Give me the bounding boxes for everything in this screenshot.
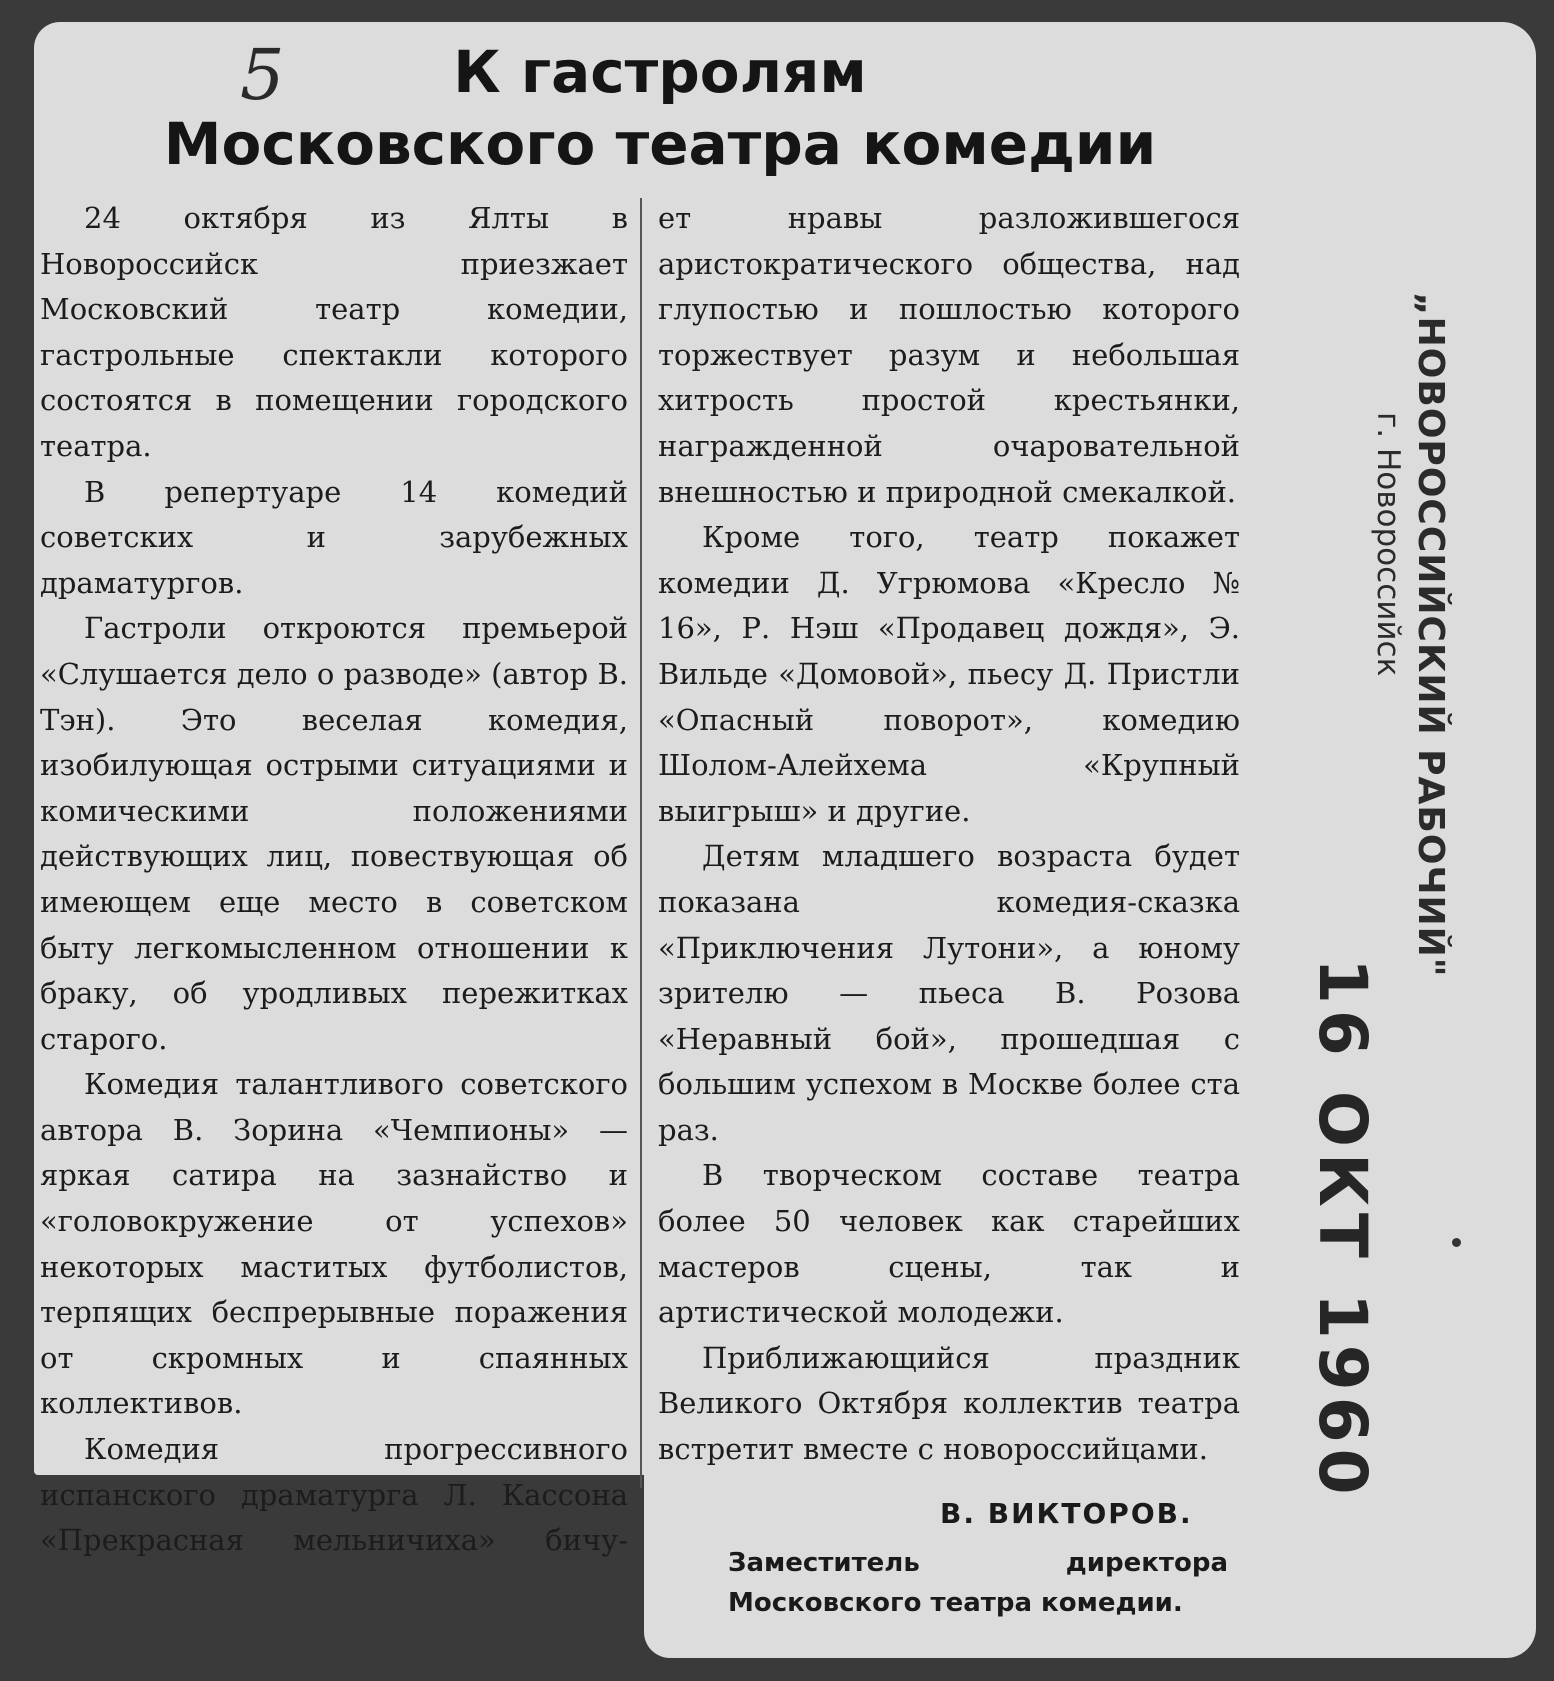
article-headline: [110, 36, 1210, 180]
paragraph: В репертуаре 14 комедий советских и зарубежных драматургов.: [40, 474, 628, 600]
left-column: [40, 196, 628, 1564]
paragraph: Приближающийся праздник Великого Октября коллектив театра встретит вместе с новороссийцами.: [658, 1340, 1240, 1467]
paragraph-continuation: ет нравы разложившегося аристократического общества, над глупостью и пошлостью которого торжествует разум и небольшая хитрость простой крестьянки, награжденной очаровательной внешностью и природной смекалкой.: [658, 201, 1240, 509]
handwritten-mark: 5: [240, 34, 285, 116]
right-column: [658, 196, 1240, 1473]
newspaper-stamp: „НОВОРОССИЙСКИЙ РАБОЧИЙ": [1410, 292, 1451, 978]
headline-line-1: К гастролям: [453, 38, 867, 106]
paragraph: Детям младшего возраста будет показана комедия-сказка «Приключения Лутони», а юному зрителю — пьеса В. Розова «Неравный бой», прошедшая с большим успехом в Москве более ста раз.: [658, 839, 1240, 1147]
author-name: В. ВИКТОРОВ.: [940, 1497, 1193, 1530]
column-divider: [640, 198, 642, 1488]
author-title: Заместитель директора Московского театра комедии.: [728, 1548, 1228, 1618]
paragraph: Комедия прогрессивного испанского драматурга Л. Кассона «Прекрасная мельничиха» бичу-: [40, 1432, 628, 1558]
date-stamp: 16 ОКТ 1960: [1304, 958, 1381, 1501]
ink-dot: [1452, 1238, 1461, 1247]
paragraph: В творческом составе театра более 50 человек как старейших мастеров сцены, так и артистической молодежи.: [658, 1158, 1240, 1330]
paragraph: Гастроли откроются премьерой «Слушается дело о разводе» (автор В. Тэн). Это веселая комедия, изобилующая острыми ситуациями и комическими положениями действующих лиц, повествующая об имеющем еще место в советском быту легкомысленном отношении к браку, об уродливых пережитках старого.: [40, 611, 628, 1056]
headline-line-2: Московского театра комедии: [163, 110, 1157, 178]
city-stamp: г. Новороссийск: [1370, 412, 1406, 677]
paragraph: Комедия талантливого советского автора В. Зорина «Чемпионы» — яркая сатира на зазнайство и «головокружение от успехов» некоторых маститых футболистов, терпящих беспрерывные поражения от скромных и спаянных коллективов.: [40, 1067, 628, 1421]
paragraph: 24 октября из Ялты в Новороссийск приезжает Московский театр комедии, гастрольные спектакли которого состоятся в помещении городского театра.: [40, 201, 628, 463]
paragraph: Кроме того, театр покажет комедии Д. Угрюмова «Кресло № 16», Р. Нэш «Продавец дождя», Э. Вильде «Домовой», пьесу Д. Пристли «Опасный поворот», комедию Шолом-Алейхема «Крупный выигрыш» и другие.: [658, 520, 1240, 828]
